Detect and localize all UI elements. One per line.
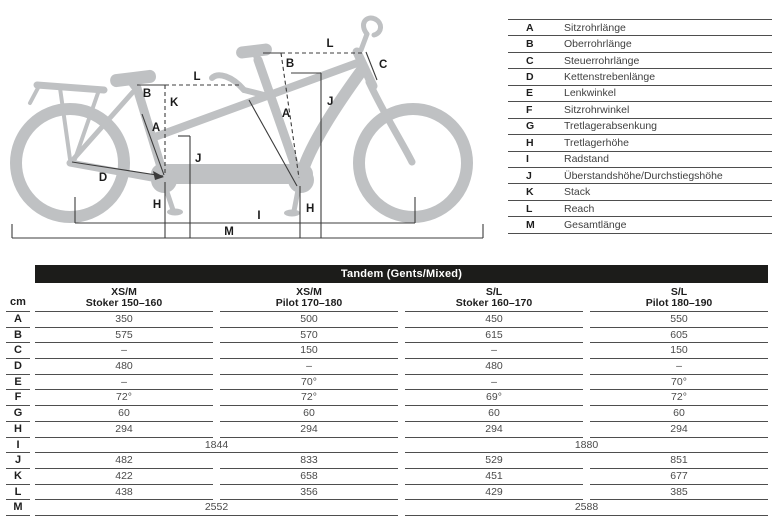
cell-value: 294 — [590, 422, 768, 438]
legend-label: Lenkwinkel — [564, 87, 616, 100]
legend-row — [508, 36, 772, 52]
legend-label: Gesamtlänge — [564, 218, 627, 231]
pilot-saddle — [235, 43, 272, 59]
cell-value: – — [35, 375, 213, 391]
geometry-table — [0, 265, 778, 516]
cell-value: 450 — [405, 312, 583, 328]
table-row — [0, 375, 778, 391]
cell-value: 429 — [405, 485, 583, 501]
cell-value: 438 — [35, 485, 213, 501]
legend-key: H — [526, 136, 534, 149]
column-rider: Pilot 180–190 — [645, 297, 713, 309]
cell-value: 69° — [405, 390, 583, 406]
cell-value: 550 — [590, 312, 768, 328]
legend-row — [508, 201, 772, 217]
row-letter: G — [6, 406, 30, 422]
dim-label-stoker-d: D — [98, 172, 108, 184]
bike-silhouette — [16, 18, 467, 217]
cell-value: 72° — [220, 390, 398, 406]
legend-key: G — [526, 120, 535, 133]
dim-label-pilot-a: A — [281, 108, 291, 120]
cell-value: 480 — [405, 359, 583, 375]
cell-value: 500 — [220, 312, 398, 328]
legend-row — [508, 119, 772, 135]
dim-label-stoker-b: B — [142, 88, 152, 100]
legend-key: B — [526, 38, 534, 51]
cell-value: – — [35, 343, 213, 359]
cell-value: 575 — [35, 328, 213, 344]
legend-key: C — [526, 54, 534, 67]
legend-key: D — [526, 71, 534, 84]
row-letter: B — [6, 328, 30, 344]
legend-row — [508, 152, 772, 168]
dim-label-stoker-l: L — [193, 71, 201, 83]
legend-label: Kettenstrebenlänge — [564, 71, 656, 84]
cell-value: 60 — [405, 406, 583, 422]
legend-row — [508, 69, 772, 85]
cell-value: 70° — [220, 375, 398, 391]
cell-value: 482 — [35, 453, 213, 469]
cell-value: 2552 — [35, 500, 398, 516]
cell-value: 570 — [220, 328, 398, 344]
table-row — [0, 406, 778, 422]
row-letter: K — [6, 469, 30, 485]
column-header — [405, 283, 583, 312]
pilot-seat-tube — [258, 60, 300, 180]
legend-key: F — [526, 103, 533, 116]
cell-value: 72° — [590, 390, 768, 406]
row-letter: I — [6, 438, 30, 454]
front-handlebar — [361, 34, 367, 50]
cell-value: 658 — [220, 469, 398, 485]
cell-value: 1880 — [405, 438, 768, 454]
cell-value: 294 — [35, 422, 213, 438]
legend-key: E — [526, 87, 534, 100]
column-rider: Stoker 160–170 — [455, 297, 533, 309]
cell-value: 350 — [35, 312, 213, 328]
legend-label: Oberrohrlänge — [564, 38, 632, 51]
row-letter: E — [6, 375, 30, 391]
cell-value: 851 — [590, 453, 768, 469]
table-row — [0, 500, 778, 516]
cell-value: 356 — [220, 485, 398, 501]
legend-row — [508, 102, 772, 118]
dim-label-stoker-a: A — [151, 122, 161, 134]
cell-value: – — [405, 343, 583, 359]
legend-label: Sitzrohrlänge — [564, 21, 626, 34]
table-row — [0, 312, 778, 328]
dim-label-stoker-j: J — [195, 153, 202, 165]
legend-label: Tretlagerabsenkung — [564, 120, 658, 133]
legend-label: Radstand — [564, 153, 609, 166]
row-letter: D — [6, 359, 30, 375]
column-size: S/L — [485, 286, 503, 298]
table-row — [0, 328, 778, 344]
dim-label-pilot-l: L — [326, 38, 334, 50]
bike-geometry-diagram — [0, 10, 500, 260]
legend-label: Stack — [564, 186, 591, 199]
cell-value: 72° — [35, 390, 213, 406]
legend-label: Sitzrohrwinkel — [564, 103, 630, 116]
cell-value: 60 — [220, 406, 398, 422]
column-header — [220, 283, 398, 312]
row-letter: J — [6, 453, 30, 469]
legend-label: Überstandshöhe/Durchstiegshöhe — [564, 169, 723, 182]
cell-value: 60 — [590, 406, 768, 422]
table-row — [0, 422, 778, 438]
cell-value: – — [590, 359, 768, 375]
dim-label-overall-length: M — [224, 226, 234, 238]
unit-label: cm — [6, 283, 30, 312]
table-body — [0, 312, 778, 516]
legend-row — [508, 168, 772, 184]
cell-value: 150 — [590, 343, 768, 359]
dim-label-pilot-h: H — [306, 203, 315, 215]
dim-label-pilot-j: J — [327, 96, 334, 108]
table-row — [0, 343, 778, 359]
cell-value: 833 — [220, 453, 398, 469]
table-title-bar — [35, 265, 768, 283]
table-row — [0, 359, 778, 375]
legend-label: Reach — [564, 202, 595, 215]
cell-value: 615 — [405, 328, 583, 344]
cell-value: – — [405, 375, 583, 391]
cell-value: 294 — [405, 422, 583, 438]
legend-row — [508, 53, 772, 69]
cell-value: 385 — [590, 485, 768, 501]
legend-row — [508, 184, 772, 200]
legend-row — [508, 20, 772, 36]
table-row — [0, 453, 778, 469]
cell-value: 294 — [220, 422, 398, 438]
legend-key: M — [526, 218, 535, 231]
row-letter: H — [6, 422, 30, 438]
cell-value: 677 — [590, 469, 768, 485]
cell-value: – — [220, 359, 398, 375]
cell-value: 150 — [220, 343, 398, 359]
rear-rack — [37, 85, 104, 90]
table-title: Tandem (Gents/Mixed) — [340, 268, 463, 280]
row-letter: L — [6, 485, 30, 501]
front-pedal — [284, 210, 300, 217]
legend-row — [508, 217, 772, 233]
dim-label-stoker-k: K — [170, 97, 179, 109]
dim-label-stoker-h: H — [152, 199, 162, 211]
cell-value: 451 — [405, 469, 583, 485]
legend-key: I — [526, 153, 529, 166]
cell-value: 2588 — [405, 500, 768, 516]
legend-label: Steuerrohrlänge — [564, 54, 640, 67]
column-header — [35, 283, 213, 312]
dim-label-pilot-c: C — [379, 59, 388, 71]
column-rider: Pilot 170–180 — [275, 297, 343, 309]
cell-value: 605 — [590, 328, 768, 344]
cell-value: 60 — [35, 406, 213, 422]
legend-label: Tretlagerhöhe — [564, 136, 629, 149]
column-header — [590, 283, 768, 312]
column-size: XS/M — [296, 286, 322, 298]
cell-value: 1844 — [35, 438, 398, 454]
dim-label-pilot-b: B — [285, 58, 295, 70]
rear-pedal — [167, 209, 183, 216]
dim-label-wheelbase: I — [257, 210, 261, 222]
column-size: S/L — [670, 286, 688, 298]
table-header-row — [0, 283, 778, 312]
row-letter: M — [6, 500, 30, 516]
row-letter: A — [6, 312, 30, 328]
row-letter: F — [6, 390, 30, 406]
cell-value: 70° — [590, 375, 768, 391]
legend-key: K — [526, 186, 534, 199]
legend-table — [508, 19, 772, 234]
cell-value: 529 — [405, 453, 583, 469]
table-row — [0, 469, 778, 485]
table-row — [0, 438, 778, 454]
table-row — [0, 390, 778, 406]
cell-value: 422 — [35, 469, 213, 485]
row-letter: C — [6, 343, 30, 359]
table-row — [0, 485, 778, 501]
legend-key: L — [526, 202, 533, 215]
down-tube — [301, 70, 362, 176]
cell-value: 480 — [35, 359, 213, 375]
legend-key: A — [526, 21, 534, 34]
legend-row — [508, 135, 772, 151]
column-size: XS/M — [111, 286, 137, 298]
legend-row — [508, 86, 772, 102]
column-rider: Stoker 150–160 — [85, 297, 163, 309]
legend-key: J — [526, 169, 532, 182]
